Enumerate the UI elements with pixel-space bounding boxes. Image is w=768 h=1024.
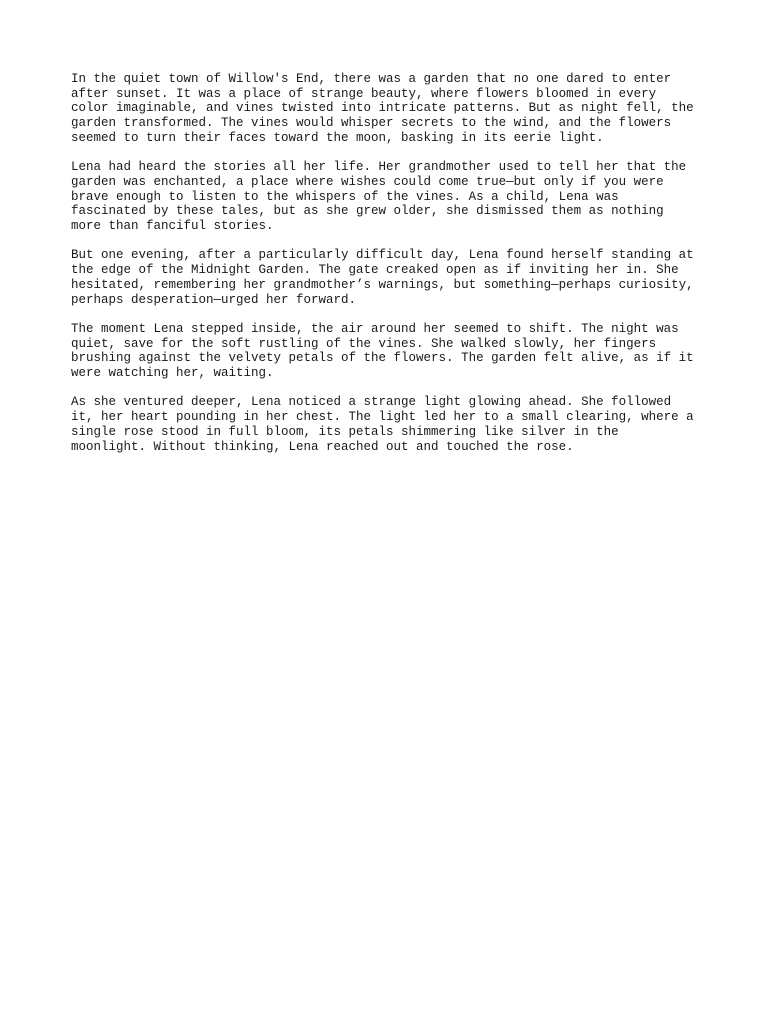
paragraph-4: The moment Lena stepped inside, the air around her seemed to shift. The night was quiet, save for the soft rustling of the vines. She walked slowly, her fingers brushing against the velvety petals of the flowers. The garden felt alive, as if it were watching her, waiting. [71, 321, 694, 381]
paragraph-3: But one evening, after a particularly difficult day, Lena found herself standing at the edge of the Midnight Garden. The gate creaked open as if inviting her in. She hesitated, remembering her grandmother’s warnings, but something—perhaps curiosity, perhaps desperation—urged her forward. [71, 248, 694, 307]
paragraph-5: As she ventured deeper, Lena noticed a strange light glowing ahead. She followed it, her heart pounding in her chest. The light led her to a small clearing, where a single rose stood in full bloom, its petals shimmering like silver in the moonlight. Without thinking, Lena reached out and touched the rose. [71, 395, 694, 454]
document-page [71, 72, 701, 469]
paragraph-1: In the quiet town of Willow's End, there was a garden that no one dared to enter after sunset. It was a place of strange beauty, where flowers bloomed in every color imaginable, and vines twisted into intricate patterns. But as night fell, the garden transformed. The vines would whisper secrets to the wind, and the flowers seemed to turn their faces toward the moon, basking in its eerie light. [71, 72, 694, 145]
paragraph-2: Lena had heard the stories all her life. Her grandmother used to tell her that the garden was enchanted, a place where wishes could come true—but only if you were brave enough to listen to the whispers of the vines. As a child, Lena was fascinated by these tales, but as she grew older, she dismissed them as nothing more than fanciful stories. [71, 160, 687, 234]
